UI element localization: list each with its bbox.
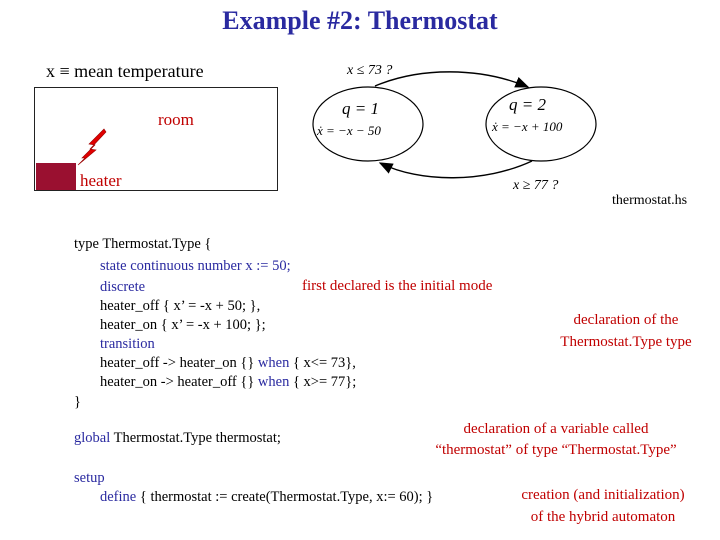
code-define-line bbox=[100, 489, 433, 506]
transition-arrow-2-to-1 bbox=[380, 161, 532, 178]
code-global-keyword: global bbox=[74, 430, 111, 446]
code-t1-when: when bbox=[257, 355, 290, 371]
code-transition: transition bbox=[100, 336, 155, 352]
code-global-declaration: Thermostat.Type thermostat; bbox=[110, 430, 281, 446]
code-t2-when: when bbox=[257, 374, 290, 390]
code-t2-part-a: heater_on -> heater_off {} bbox=[100, 374, 258, 390]
mode-2-name: q = 2 bbox=[509, 95, 546, 114]
code-t1-part-b: { x<= 73}, bbox=[289, 355, 356, 371]
mode-2-dynamics: ẋ = −x + 100 bbox=[492, 119, 563, 134]
code-state-line bbox=[100, 258, 291, 275]
note-type-declaration-line1: declaration of the bbox=[573, 312, 679, 328]
code-type-open: type Thermostat.Type { bbox=[74, 236, 212, 252]
variable-definition: x ≡ mean temperature bbox=[46, 61, 204, 81]
slide-title: Example #2: Thermostat bbox=[222, 6, 498, 35]
mode-1-name: q = 1 bbox=[342, 99, 379, 118]
filename-label: thermostat.hs bbox=[612, 193, 688, 208]
code-t1-part-a: heater_off -> heater_on {} bbox=[100, 355, 258, 371]
code-heater-on: heater_on { x’ = -x + 100; }; bbox=[100, 317, 266, 333]
note-initial-mode: first declared is the initial mode bbox=[302, 278, 493, 294]
code-heater-off: heater_off { x’ = -x + 50; }, bbox=[100, 298, 261, 314]
transition-arrow-1-to-2 bbox=[375, 72, 528, 87]
lightning-bolt-icon bbox=[76, 128, 108, 166]
code-state: state continuous number x := 50; bbox=[100, 258, 291, 274]
heater-label: heater bbox=[80, 171, 122, 190]
code-type-close: } bbox=[74, 394, 81, 410]
note-variable-declaration-line2: “thermostat” of type “Thermostat.Type” bbox=[435, 442, 677, 458]
room-label: room bbox=[158, 110, 194, 129]
code-define-keyword: define bbox=[100, 489, 137, 505]
mode-1-dynamics: ẋ = −x − 50 bbox=[317, 123, 381, 138]
code-t2-part-b: { x>= 77}; bbox=[289, 374, 357, 390]
note-creation-line1: creation (and initialization) bbox=[521, 487, 685, 503]
code-global-line bbox=[74, 430, 281, 447]
code-discrete: discrete bbox=[100, 279, 146, 295]
note-type-declaration-line2: Thermostat.Type type bbox=[560, 334, 692, 350]
note-variable-declaration-line1: declaration of a variable called bbox=[463, 421, 649, 437]
code-transition-1 bbox=[100, 355, 356, 372]
hybrid-automaton-diagram bbox=[300, 55, 610, 190]
code-define-statement: { thermostat := create(Thermostat.Type, x:= 60); } bbox=[136, 489, 434, 505]
note-creation-line2: of the hybrid automaton bbox=[530, 509, 676, 525]
guard-bottom: x ≥ 77 ? bbox=[513, 178, 559, 190]
code-setup: setup bbox=[74, 470, 105, 486]
code-transition-2 bbox=[100, 374, 356, 391]
heater-block bbox=[36, 163, 76, 190]
guard-top: x ≤ 73 ? bbox=[347, 63, 393, 78]
